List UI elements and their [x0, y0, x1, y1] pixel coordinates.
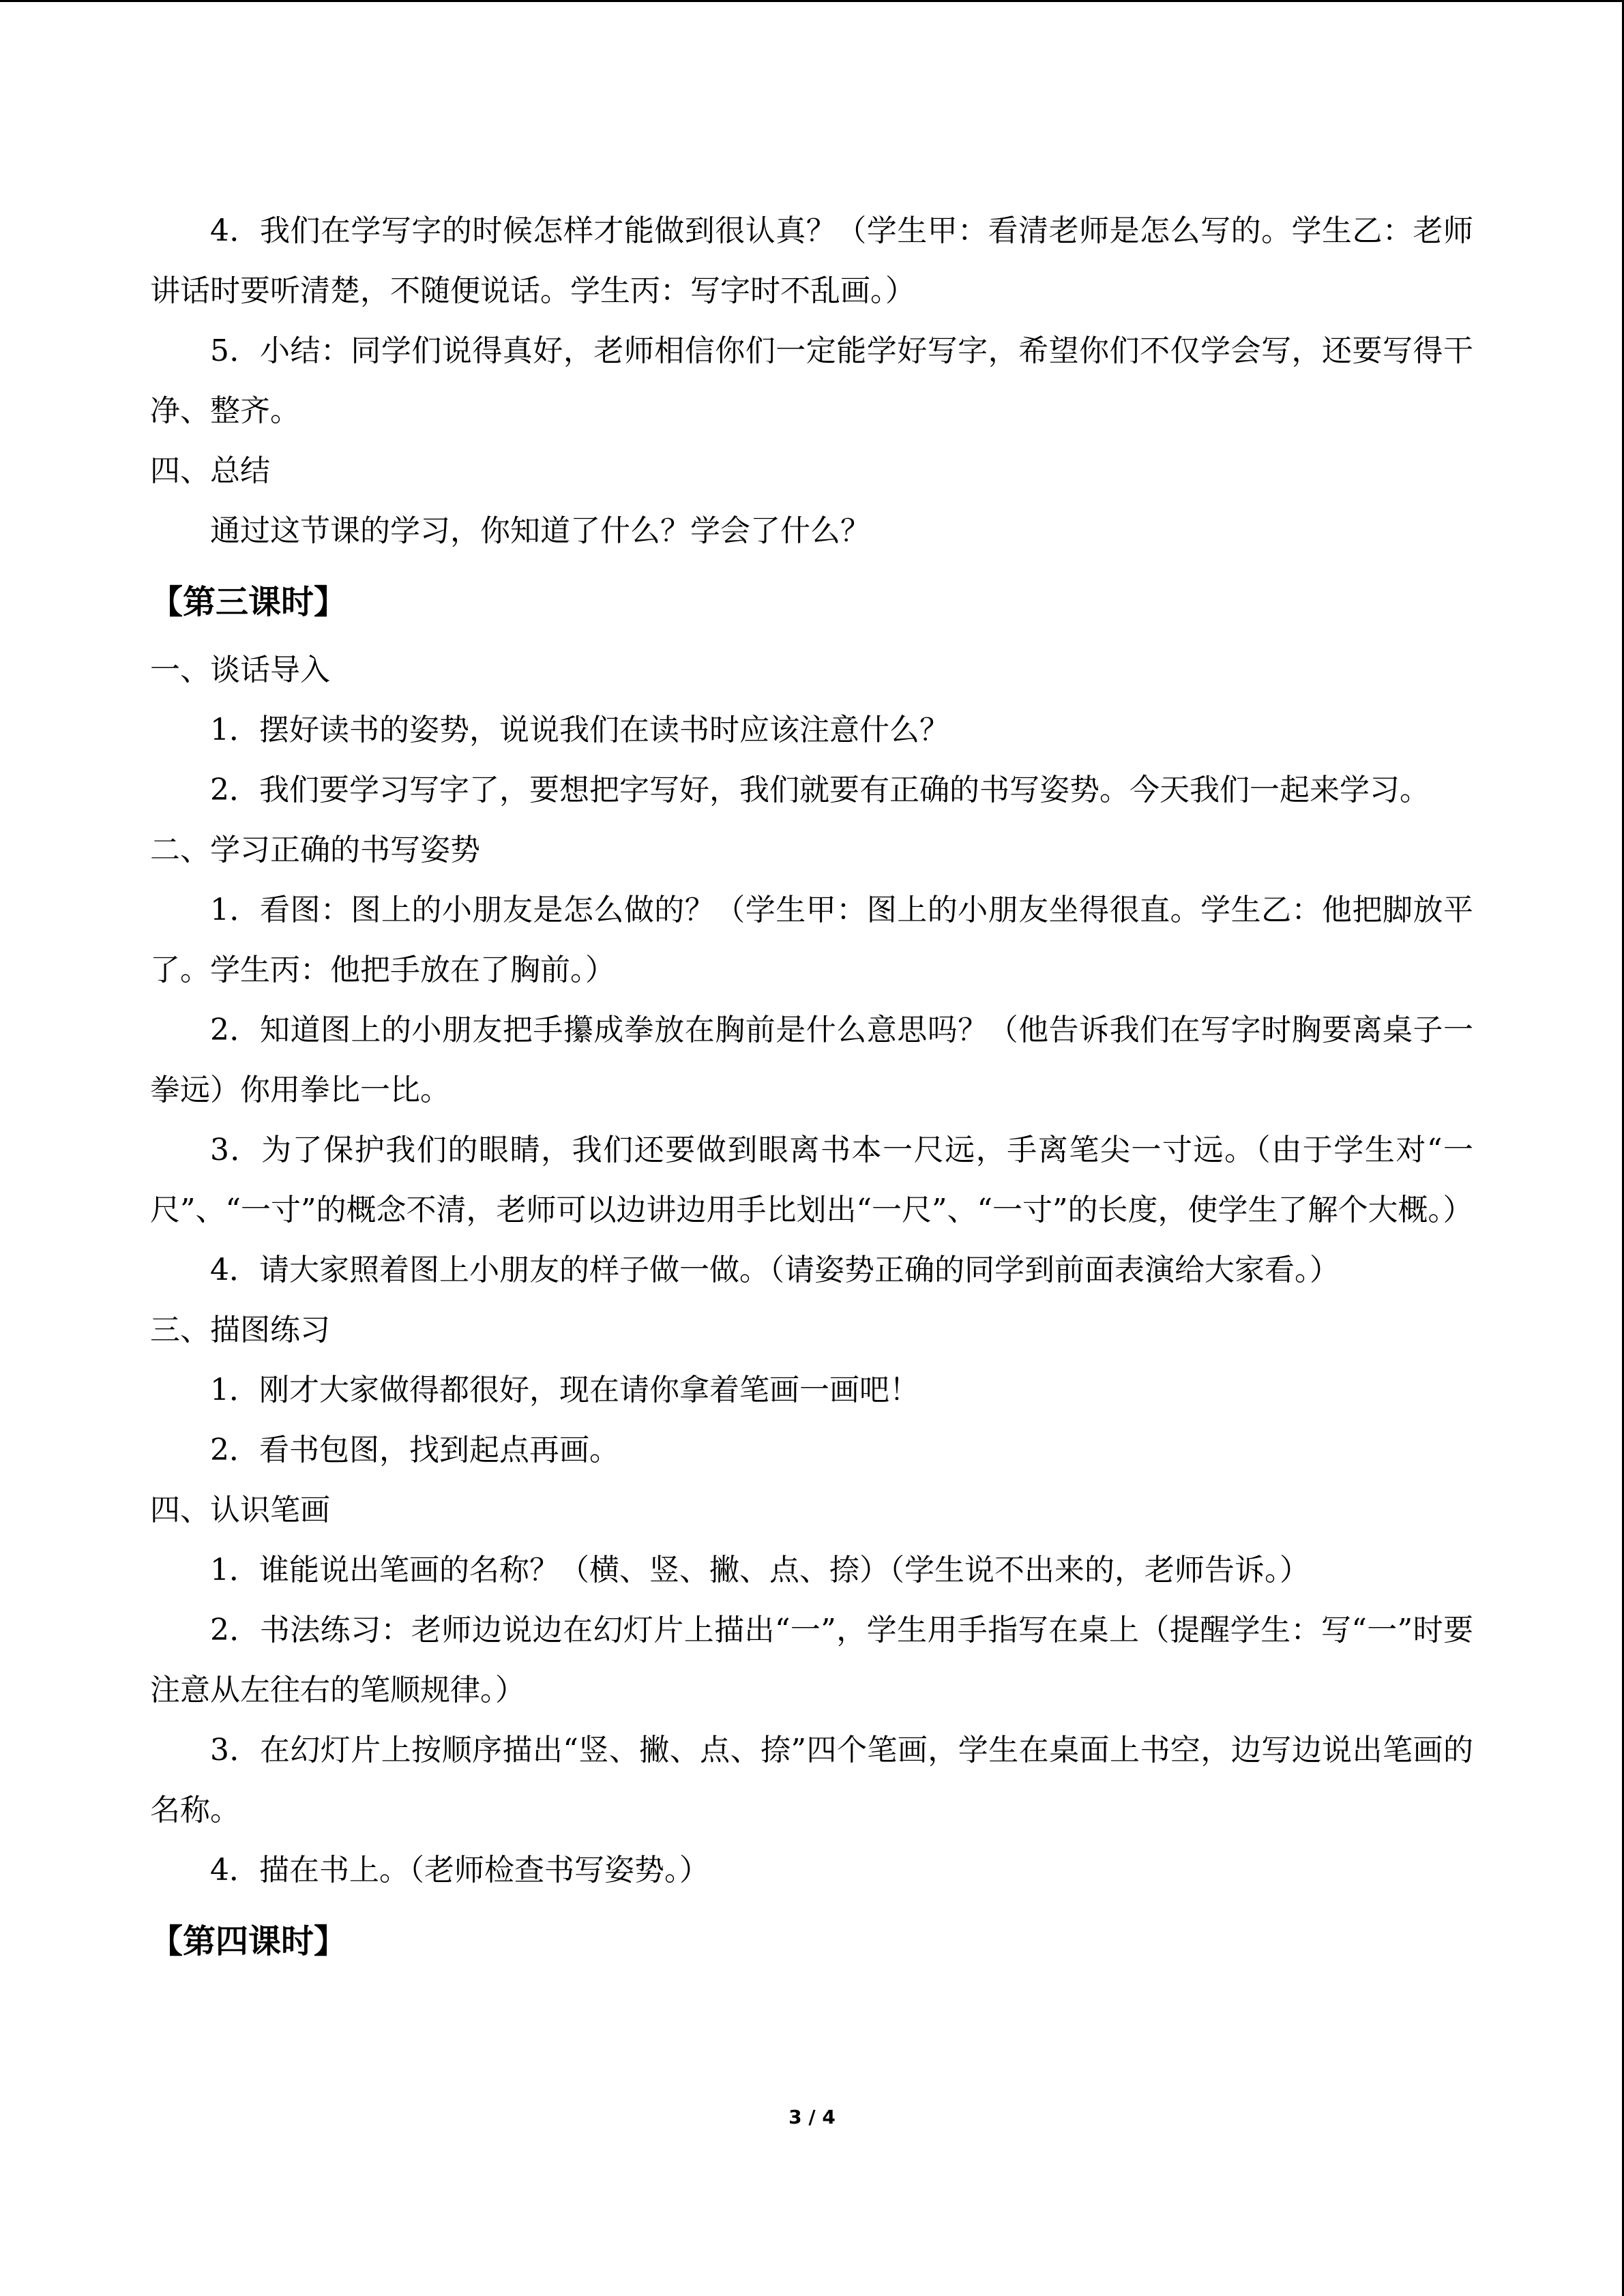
paragraph-item: 1．摆好读书的姿势，说说我们在读书时应该注意什么？	[210, 713, 949, 747]
page-content	[150, 201, 1473, 1980]
page-number: 3 / 4	[788, 2106, 836, 2128]
paragraph-item: 1．看图：图上的小朋友是怎么做的？（学生甲：图上的小朋友坐得很直。学生乙：他把脚放平了。学生丙：他把手放在了胸前。）	[150, 893, 1473, 987]
paragraph-item: 2．书法练习：老师边说边在幻灯片上描出“一”，学生用手指写在桌上（提醒学生：写“一”时要注意从左往右的笔顺规律。）	[150, 1613, 1473, 1708]
lesson-heading-third: 【第三课时】	[150, 583, 347, 621]
paragraph-item: 4．描在书上。（老师检查书写姿势。）	[210, 1853, 709, 1888]
section-heading: 三、描图练习	[150, 1313, 330, 1347]
section-heading: 四、总结	[150, 453, 270, 488]
paragraph-item: 1．谁能说出笔画的名称？（横、竖、撇、点、捺）（学生说不出来的，老师告诉。）	[210, 1553, 1310, 1587]
paragraph-item: 2．知道图上的小朋友把手攥成拳放在胸前是什么意思吗？（他告诉我们在写字时胸要离桌子一拳远）你用拳比一比。	[150, 1013, 1473, 1107]
paragraph-item: 2．我们要学习写字了，要想把字写好，我们就要有正确的书写姿势。今天我们一起来学习。	[210, 773, 1430, 807]
paragraph-item: 3．在幻灯片上按顺序描出“竖、撇、点、捺”四个笔画，学生在桌面上书空，边写边说出笔画的名称。	[150, 1733, 1473, 1828]
paragraph-item: 2．看书包图，找到起点再画。	[210, 1433, 619, 1467]
paragraph-item: 5．小结：同学们说得真好，老师相信你们一定能学好写字，希望你们不仅学会写，还要写得干净、整齐。	[150, 333, 1473, 428]
paragraph-item: 4．我们在学写字的时候怎样才能做到很认真？（学生甲：看清老师是怎么写的。学生乙：老师讲话时要听清楚，不随便说话。学生丙：写字时不乱画。）	[150, 213, 1473, 308]
section-heading: 二、学习正确的书写姿势	[150, 833, 480, 867]
section-heading: 四、认识笔画	[150, 1493, 330, 1527]
paragraph-item: 通过这节课的学习，你知道了什么？学会了什么？	[210, 513, 870, 548]
section-heading: 一、谈话导入	[150, 653, 330, 687]
paragraph-item: 1．刚才大家做得都很好，现在请你拿着笔画一画吧！	[210, 1373, 919, 1407]
lesson-heading-fourth: 【第四课时】	[150, 1922, 347, 1960]
paragraph-item: 3．为了保护我们的眼睛，我们还要做到眼离书本一尺远，手离笔尖一寸远。（由于学生对“一尺”、“一寸”的概念不清，老师可以边讲边用手比划出“一尺”、“一寸”的长度，使学生了解个大概。）	[150, 1133, 1473, 1227]
paragraph-item: 4．请大家照着图上小朋友的样子做一做。（请姿势正确的同学到前面表演给大家看。）	[210, 1253, 1340, 1287]
